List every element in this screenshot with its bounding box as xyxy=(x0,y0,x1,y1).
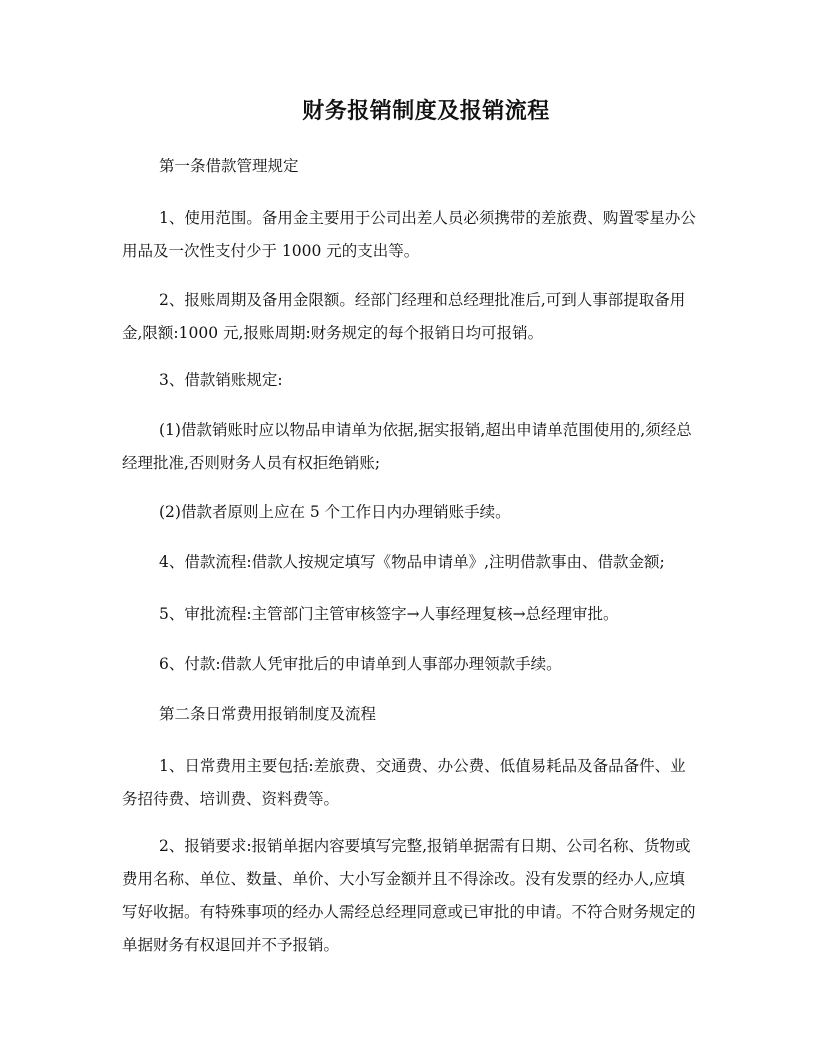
paragraph-approval-process: 5、审批流程:主管部门主管审核签字→人事经理复核→总经理审批。 xyxy=(159,605,619,623)
paragraph-writeoff-rule-2: (2)借款者原则上应在 5 个工作日内办理销账手续。 xyxy=(159,503,511,521)
paragraph-reimbursement-cycle: 2、报账周期及备用金限额。经部门经理和总经理批准后,可到人事部提取备用金,限额:1000 元,报账周期:财务规定的每个报销日均可报销。 xyxy=(122,291,686,342)
paragraph-usage-scope: 1、使用范围。备用金主要用于公司出差人员必须携带的差旅费、购置零星办公用品及一次性支付少于 1000 元的支出等。 xyxy=(122,209,696,260)
document-title: 财务报销制度及报销流程 xyxy=(302,98,550,124)
section-heading-2: 第二条日常费用报销制度及流程 xyxy=(159,705,377,723)
paragraph-daily-expenses: 1、日常费用主要包括:差旅费、交通费、办公费、低值易耗品及备品备件、业务招待费、培训费、资料费等。 xyxy=(122,757,686,808)
paragraph-loan-writeoff-rules: 3、借款销账规定: xyxy=(159,371,283,389)
paragraph-loan-process: 4、借款流程:借款人按规定填写《物品申请单》,注明借款事由、借款金额; xyxy=(159,553,665,571)
paragraph-payment: 6、付款:借款人凭审批后的申请单到人事部办理领款手续。 xyxy=(159,655,562,673)
section-heading-1: 第一条借款管理规定 xyxy=(159,157,299,175)
paragraph-writeoff-rule-1: (1)借款销账时应以物品申请单为依据,据实报销,超出申请单范围使用的,须经总经理批准,否则财务人员有权拒绝销账; xyxy=(122,421,692,472)
paragraph-reimbursement-requirements: 2、报销要求:报销单据内容要填写完整,报销单据需有日期、公司名称、货物或费用名称、单位、数量、单价、大小写金额并且不得涂改。没有发票的经办人,应填写好收据。有特殊事项的经办人需经总经理同意或已审批的申请。不符合财务规定的单据财务有权退回并不予报销。 xyxy=(122,837,696,954)
